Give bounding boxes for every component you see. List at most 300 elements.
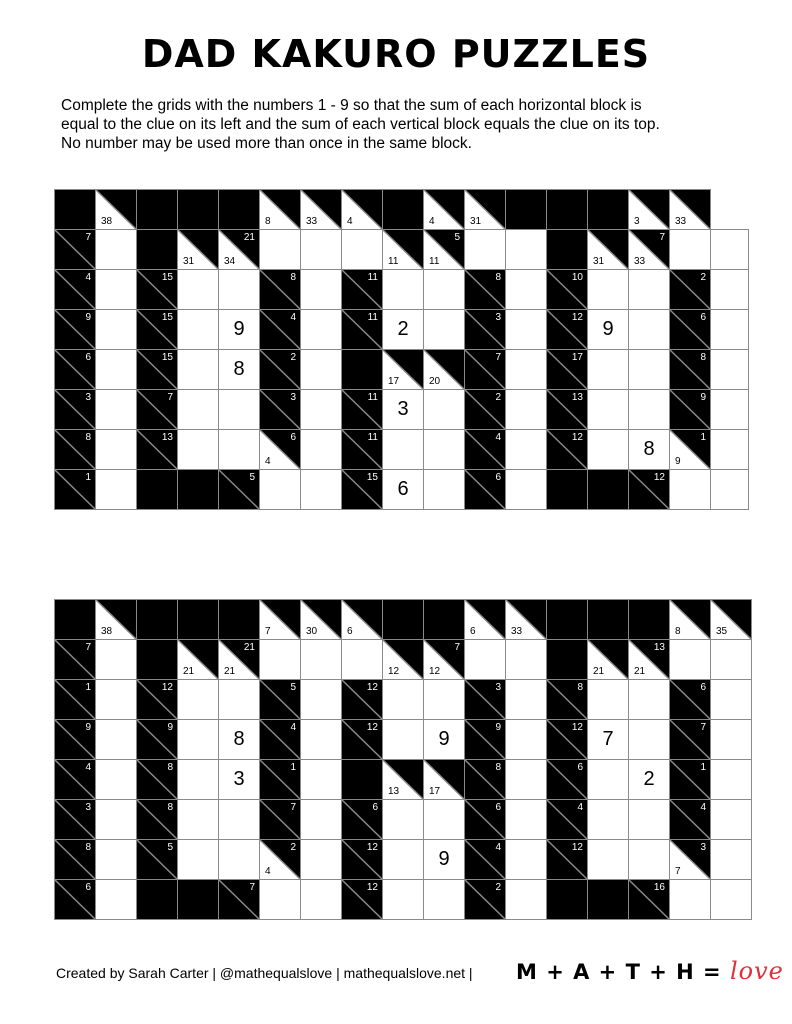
clue-cell xyxy=(55,760,96,800)
clue-across: 12 xyxy=(366,842,378,853)
answer-cell[interactable] xyxy=(96,430,137,470)
clue-across: 2 xyxy=(700,272,706,283)
clue-across: 21 xyxy=(243,232,255,243)
clue-cell xyxy=(342,840,383,880)
clue-down: 12 xyxy=(388,666,400,677)
clue-cell xyxy=(547,840,588,880)
clue-down: 21 xyxy=(224,666,236,677)
clue-across: 12 xyxy=(571,842,583,853)
grid-row xyxy=(55,430,749,470)
clue-cell xyxy=(424,190,465,230)
clue-cell xyxy=(260,600,301,640)
blank-cell xyxy=(547,640,588,680)
clue-cell xyxy=(55,350,96,390)
clue-across: 8 xyxy=(495,272,501,283)
answer-cell[interactable] xyxy=(219,840,260,880)
answer-cell[interactable] xyxy=(96,270,137,310)
answer-cell[interactable] xyxy=(711,270,749,310)
answer-cell[interactable] xyxy=(424,310,465,350)
blank-cell xyxy=(55,600,96,640)
answer-cell[interactable] xyxy=(301,350,342,390)
clue-cell xyxy=(383,640,424,680)
clue-across: 3 xyxy=(85,392,91,403)
clue-cell xyxy=(629,230,670,270)
clue-cell xyxy=(629,470,670,510)
answer-cell[interactable] xyxy=(178,840,219,880)
answer-cell[interactable] xyxy=(301,640,342,680)
clue-cell xyxy=(670,270,711,310)
answer-cell[interactable] xyxy=(629,270,670,310)
clue-cell xyxy=(260,350,301,390)
clue-down: 30 xyxy=(306,626,318,637)
answer-cell[interactable] xyxy=(588,350,629,390)
answer-cell[interactable] xyxy=(711,430,749,470)
clue-across: 7 xyxy=(85,232,91,243)
clue-down: 33 xyxy=(675,216,687,227)
clue-down: 11 xyxy=(388,256,399,267)
clue-across: 13 xyxy=(653,642,665,653)
clue-cell xyxy=(670,680,711,720)
clue-down: 11 xyxy=(429,256,440,267)
blank-cell xyxy=(137,600,178,640)
clue-cell xyxy=(55,680,96,720)
answer-cell[interactable] xyxy=(629,720,670,760)
clue-cell xyxy=(670,430,711,470)
answer-cell[interactable] xyxy=(301,470,342,510)
clue-across: 13 xyxy=(571,392,583,403)
grid-row xyxy=(55,800,752,840)
grid-row xyxy=(55,880,752,920)
clue-across: 15 xyxy=(366,472,378,483)
answer-cell[interactable] xyxy=(219,680,260,720)
answer-cell[interactable] xyxy=(219,430,260,470)
clue-cell xyxy=(547,390,588,430)
clue-cell xyxy=(342,720,383,760)
answer-cell[interactable] xyxy=(506,760,547,800)
clue-across: 4 xyxy=(85,762,91,773)
clue-down: 33 xyxy=(306,216,318,227)
brand-text: M + A + T + H = xyxy=(516,960,722,984)
clue-across: 11 xyxy=(367,392,378,403)
clue-cell xyxy=(342,470,383,510)
clue-cell xyxy=(219,640,260,680)
clue-across: 4 xyxy=(495,432,501,443)
answer-cell[interactable] xyxy=(383,430,424,470)
answer-cell[interactable] xyxy=(506,720,547,760)
clue-across: 1 xyxy=(85,682,91,693)
answer-cell[interactable] xyxy=(178,800,219,840)
clue-down: 8 xyxy=(675,626,681,637)
answer-cell[interactable] xyxy=(383,680,424,720)
clue-cell xyxy=(342,680,383,720)
answer-cell[interactable] xyxy=(506,800,547,840)
answer-cell[interactable] xyxy=(301,390,342,430)
answer-cell[interactable] xyxy=(424,430,465,470)
clue-down: 33 xyxy=(511,626,523,637)
clue-across: 9 xyxy=(167,722,173,733)
answer-cell[interactable] xyxy=(629,350,670,390)
clue-across: 7 xyxy=(495,352,501,363)
answer-cell[interactable] xyxy=(260,230,301,270)
answer-cell[interactable] xyxy=(96,680,137,720)
clue-cell xyxy=(96,190,137,230)
clue-cell xyxy=(178,640,219,680)
answer-cell[interactable] xyxy=(301,270,342,310)
answer-cell[interactable] xyxy=(96,350,137,390)
answer-cell[interactable] xyxy=(178,350,219,390)
clue-across: 13 xyxy=(161,432,173,443)
clue-cell xyxy=(547,720,588,760)
clue-down: 13 xyxy=(388,786,400,797)
answer-cell[interactable] xyxy=(301,430,342,470)
grid-row xyxy=(55,270,749,310)
answer-cell[interactable] xyxy=(670,880,711,920)
clue-down: 17 xyxy=(388,376,400,387)
clue-cell xyxy=(711,600,752,640)
instruction-line: Complete the grids with the numbers 1 - 9 so that the sum of each horizontal block is xyxy=(61,97,642,114)
clue-cell xyxy=(55,390,96,430)
blank-cell xyxy=(547,230,588,270)
answer-cell[interactable] xyxy=(629,680,670,720)
clue-cell xyxy=(465,350,506,390)
answer-cell[interactable] xyxy=(301,720,342,760)
answer-cell[interactable] xyxy=(506,470,547,510)
clue-down: 33 xyxy=(634,256,646,267)
clue-cell xyxy=(260,270,301,310)
clue-across: 7 xyxy=(167,392,173,403)
clue-across: 5 xyxy=(167,842,173,853)
page-title: DAD KAKURO PUZZLES xyxy=(141,32,651,76)
answer-cell[interactable] xyxy=(260,640,301,680)
clue-down: 8 xyxy=(265,216,271,227)
blank-cell xyxy=(178,470,219,510)
clue-cell xyxy=(629,190,670,230)
answer-cell[interactable] xyxy=(383,720,424,760)
clue-across: 8 xyxy=(85,842,91,853)
answer-cell[interactable] xyxy=(301,880,342,920)
clue-across: 12 xyxy=(366,722,378,733)
clue-down: 12 xyxy=(429,666,441,677)
answer-cell[interactable] xyxy=(506,230,547,270)
answer-cell[interactable] xyxy=(711,840,752,880)
answer-cell[interactable] xyxy=(383,880,424,920)
blank-cell xyxy=(137,640,178,680)
answer-cell[interactable] xyxy=(301,310,342,350)
given-number-cell[interactable]: 7 xyxy=(588,720,629,760)
clue-cell xyxy=(55,840,96,880)
answer-cell[interactable] xyxy=(383,840,424,880)
grid-row xyxy=(55,230,749,270)
clue-down: 17 xyxy=(429,786,441,797)
kakuro-grid-2 xyxy=(54,599,752,920)
answer-cell[interactable] xyxy=(506,390,547,430)
answer-cell[interactable] xyxy=(711,470,749,510)
clue-down: 9 xyxy=(675,456,681,467)
answer-cell[interactable] xyxy=(383,270,424,310)
given-number-cell[interactable]: 9 xyxy=(424,840,465,880)
clue-cell xyxy=(670,720,711,760)
instruction-line: equal to the clue on its left and the sum of each vertical block equals the clue on its top. xyxy=(61,116,660,133)
answer-cell[interactable] xyxy=(506,880,547,920)
clue-cell xyxy=(465,390,506,430)
answer-cell[interactable] xyxy=(588,840,629,880)
clue-cell xyxy=(55,880,96,920)
clue-across: 9 xyxy=(85,722,91,733)
clue-down: 6 xyxy=(347,626,353,637)
clue-cell xyxy=(465,310,506,350)
answer-cell[interactable] xyxy=(96,800,137,840)
blank-cell xyxy=(547,190,588,230)
blank-cell xyxy=(424,600,465,640)
clue-cell xyxy=(137,720,178,760)
answer-cell[interactable] xyxy=(629,840,670,880)
answer-cell[interactable] xyxy=(711,880,752,920)
clue-across: 4 xyxy=(495,842,501,853)
answer-cell[interactable] xyxy=(506,430,547,470)
answer-cell[interactable] xyxy=(424,880,465,920)
clue-across: 9 xyxy=(85,312,91,323)
answer-cell[interactable] xyxy=(219,800,260,840)
answer-cell[interactable] xyxy=(178,760,219,800)
clue-across: 21 xyxy=(243,642,255,653)
answer-cell[interactable] xyxy=(506,270,547,310)
clue-across: 6 xyxy=(700,312,706,323)
answer-cell[interactable] xyxy=(588,760,629,800)
answer-cell[interactable] xyxy=(219,270,260,310)
clue-cell xyxy=(670,760,711,800)
given-number-cell[interactable]: 3 xyxy=(219,760,260,800)
answer-cell[interactable] xyxy=(96,390,137,430)
answer-cell[interactable] xyxy=(96,880,137,920)
clue-cell xyxy=(137,390,178,430)
clue-cell xyxy=(137,310,178,350)
clue-cell xyxy=(55,800,96,840)
answer-cell[interactable] xyxy=(588,800,629,840)
blank-cell xyxy=(629,600,670,640)
answer-cell[interactable] xyxy=(424,270,465,310)
answer-cell[interactable] xyxy=(506,310,547,350)
answer-cell[interactable] xyxy=(711,310,749,350)
answer-cell[interactable] xyxy=(629,800,670,840)
answer-cell[interactable] xyxy=(506,350,547,390)
answer-cell[interactable] xyxy=(424,390,465,430)
clue-across: 15 xyxy=(161,312,173,323)
clue-cell xyxy=(588,230,629,270)
clue-cell xyxy=(465,430,506,470)
clue-cell xyxy=(465,270,506,310)
answer-cell[interactable] xyxy=(670,470,711,510)
answer-cell[interactable] xyxy=(711,390,749,430)
blank-cell xyxy=(547,470,588,510)
clue-cell xyxy=(260,390,301,430)
answer-cell[interactable] xyxy=(711,720,752,760)
clue-cell xyxy=(55,430,96,470)
clue-cell xyxy=(260,430,301,470)
answer-cell[interactable] xyxy=(383,800,424,840)
given-number-cell[interactable]: 8 xyxy=(219,720,260,760)
clue-cell xyxy=(260,840,301,880)
answer-cell[interactable] xyxy=(301,230,342,270)
given-number-cell[interactable]: 3 xyxy=(383,390,424,430)
answer-cell[interactable] xyxy=(219,390,260,430)
answer-cell[interactable] xyxy=(301,760,342,800)
given-number-cell[interactable]: 2 xyxy=(629,760,670,800)
clue-cell xyxy=(670,390,711,430)
clue-cell xyxy=(342,190,383,230)
clue-cell xyxy=(260,800,301,840)
blank-cell xyxy=(383,190,424,230)
clue-cell xyxy=(424,230,465,270)
clue-across: 17 xyxy=(571,352,583,363)
given-number-cell[interactable]: 9 xyxy=(588,310,629,350)
clue-cell xyxy=(137,840,178,880)
clue-cell xyxy=(342,880,383,920)
given-number-cell[interactable]: 9 xyxy=(424,720,465,760)
answer-cell[interactable] xyxy=(260,880,301,920)
clue-across: 1 xyxy=(700,432,706,443)
answer-cell[interactable] xyxy=(465,640,506,680)
clue-cell xyxy=(547,270,588,310)
answer-cell[interactable] xyxy=(588,270,629,310)
clue-cell xyxy=(670,310,711,350)
clue-cell xyxy=(670,800,711,840)
grid-row xyxy=(55,640,752,680)
clue-cell xyxy=(465,840,506,880)
clue-down: 38 xyxy=(101,626,113,637)
clue-across: 9 xyxy=(700,392,706,403)
clue-down: 6 xyxy=(470,626,476,637)
clue-across: 2 xyxy=(495,882,501,893)
answer-cell[interactable] xyxy=(178,720,219,760)
blank-cell xyxy=(588,600,629,640)
answer-cell[interactable] xyxy=(711,680,752,720)
clue-cell xyxy=(629,640,670,680)
clue-cell xyxy=(383,760,424,800)
clue-down: 21 xyxy=(183,666,195,677)
clue-cell xyxy=(465,680,506,720)
answer-cell[interactable] xyxy=(711,230,749,270)
blank-cell xyxy=(137,880,178,920)
answer-cell[interactable] xyxy=(96,760,137,800)
clue-cell xyxy=(260,310,301,350)
clue-across: 4 xyxy=(290,722,296,733)
clue-across: 3 xyxy=(85,802,91,813)
given-number-cell[interactable]: 2 xyxy=(383,310,424,350)
clue-across: 7 xyxy=(454,642,460,653)
answer-cell[interactable] xyxy=(670,230,711,270)
blank-cell xyxy=(588,880,629,920)
clue-across: 1 xyxy=(700,762,706,773)
given-number-cell[interactable]: 9 xyxy=(219,310,260,350)
clue-cell xyxy=(383,350,424,390)
clue-across: 8 xyxy=(167,802,173,813)
clue-cell xyxy=(137,680,178,720)
given-number-cell[interactable]: 8 xyxy=(629,430,670,470)
clue-across: 8 xyxy=(577,682,583,693)
answer-cell[interactable] xyxy=(506,640,547,680)
clue-across: 12 xyxy=(366,882,378,893)
answer-cell[interactable] xyxy=(96,310,137,350)
answer-cell[interactable] xyxy=(96,230,137,270)
answer-cell[interactable] xyxy=(178,430,219,470)
answer-cell[interactable] xyxy=(588,680,629,720)
clue-cell xyxy=(342,310,383,350)
grid-row xyxy=(55,190,749,230)
blank-cell xyxy=(342,350,383,390)
answer-cell[interactable] xyxy=(506,680,547,720)
answer-cell[interactable] xyxy=(465,230,506,270)
answer-cell[interactable] xyxy=(96,720,137,760)
answer-cell[interactable] xyxy=(424,800,465,840)
answer-cell[interactable] xyxy=(424,680,465,720)
clue-across: 7 xyxy=(700,722,706,733)
answer-cell[interactable] xyxy=(178,390,219,430)
answer-cell[interactable] xyxy=(301,680,342,720)
clue-across: 6 xyxy=(372,802,378,813)
blank-cell xyxy=(137,190,178,230)
answer-cell[interactable] xyxy=(711,800,752,840)
grid-row xyxy=(55,350,749,390)
clue-cell xyxy=(465,470,506,510)
answer-cell[interactable] xyxy=(711,350,749,390)
clue-across: 6 xyxy=(700,682,706,693)
answer-cell[interactable] xyxy=(178,270,219,310)
answer-cell[interactable] xyxy=(178,680,219,720)
answer-cell[interactable] xyxy=(629,390,670,430)
answer-cell[interactable] xyxy=(301,840,342,880)
answer-cell[interactable] xyxy=(96,470,137,510)
clue-cell xyxy=(55,270,96,310)
blank-cell xyxy=(588,190,629,230)
clue-cell xyxy=(219,230,260,270)
answer-cell[interactable] xyxy=(424,470,465,510)
answer-cell[interactable] xyxy=(629,310,670,350)
answer-cell[interactable] xyxy=(96,840,137,880)
answer-cell[interactable] xyxy=(711,640,752,680)
clue-across: 4 xyxy=(577,802,583,813)
clue-cell xyxy=(547,680,588,720)
clue-across: 12 xyxy=(366,682,378,693)
answer-cell[interactable] xyxy=(506,840,547,880)
answer-cell[interactable] xyxy=(342,640,383,680)
clue-across: 11 xyxy=(367,312,378,323)
answer-cell[interactable] xyxy=(178,310,219,350)
clue-across: 12 xyxy=(571,722,583,733)
answer-cell[interactable] xyxy=(588,430,629,470)
clue-down: 4 xyxy=(265,456,271,467)
clue-across: 6 xyxy=(85,352,91,363)
answer-cell[interactable] xyxy=(588,390,629,430)
clue-across: 7 xyxy=(249,882,255,893)
clue-cell xyxy=(424,640,465,680)
answer-cell[interactable] xyxy=(342,230,383,270)
clue-across: 7 xyxy=(85,642,91,653)
clue-across: 7 xyxy=(659,232,665,243)
clue-cell xyxy=(547,760,588,800)
blank-cell xyxy=(588,470,629,510)
given-number-cell[interactable]: 8 xyxy=(219,350,260,390)
answer-cell[interactable] xyxy=(260,470,301,510)
answer-cell[interactable] xyxy=(301,800,342,840)
grid-row xyxy=(55,760,752,800)
answer-cell[interactable] xyxy=(711,760,752,800)
clue-down: 31 xyxy=(470,216,482,227)
given-number-cell[interactable]: 6 xyxy=(383,470,424,510)
grid-row xyxy=(55,310,749,350)
answer-cell[interactable] xyxy=(670,640,711,680)
clue-across: 8 xyxy=(290,272,296,283)
answer-cell[interactable] xyxy=(96,640,137,680)
